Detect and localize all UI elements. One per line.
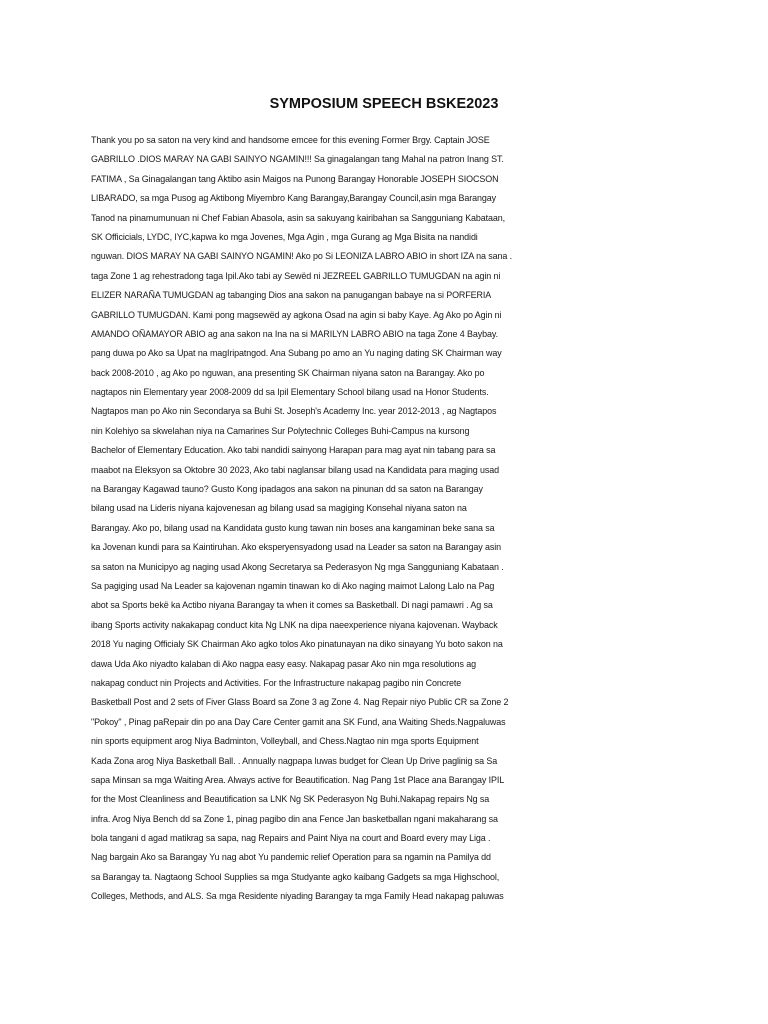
body-text-line: Tanod na pinamumunuan ni Chef Fabian Abasola, asin sa sakuyang kairibahan sa Sangguniang Kabataan, — [91, 212, 506, 223]
body-text-line: dawa Uda Ako niyadto kalaban di Ako nagpa easy easy. Nakapag pasar Ako nin mga resolutions ag — [91, 658, 477, 669]
body-text-line: nakapag conduct nin Projects and Activities. For the Infrastructure nakapag pagibo nin Concrete — [91, 677, 462, 688]
body-text-line: taga Zone 1 ag rehestradong taga Ipil.Ako tabi ay Sewëd ni JEZREEL GABRILLO TUMUGDAN na agin ni — [91, 270, 501, 281]
body-text-line: "Pokoy" , Pinag paRepair din po ana Day Care Center gamit ana SK Fund, ana Waiting Sheds.Nagpaluwas — [91, 716, 506, 727]
body-text-line: GABRILLO .DIOS MARAY NA GABI SAINYO NGAMIN!!! Sa ginagalangan tang Mahal na patron Inang ST. — [91, 154, 504, 165]
body-text-line: infra. Arog Niya Bench dd sa Zone 1, pinag pagibo din ana Fence Jan basketballan ngani makaharang sa — [91, 813, 498, 824]
body-text-line: sa saton na Municipyo ag naging usad Akong Secretarya sa Pederasyon Ng mga Sangguniang Kabataan . — [91, 561, 504, 572]
body-text-line: for the Most Cleanliness and Beautification sa LNK Ng SK Pederasyon Ng Buhi.Nakapag repairs Ng sa — [91, 794, 490, 805]
body-text-line: ka Jovenan kundi para sa Kaintiruhan. Ako eksperyensyadong usad na Leader sa saton na Barangay asin — [91, 542, 501, 553]
body-text-line: sa Barangay ta. Nagtaong School Supplies sa mga Studyante agko kaibang Gadgets sa mga Highschool, — [91, 871, 500, 882]
body-text-line: Thank you po sa saton na very kind and handsome emcee for this evening Former Brgy. Captain JOSE — [91, 135, 490, 145]
body-text-line: bilang usad na Lideris niyana kajovenesan ag bilang usad sa magiging Konsehal niyana saton na — [91, 503, 467, 514]
body-text-line: pang duwa po Ako sa Upat na magIripatngod. Ana Subang po amo an Yu naging dating SK Chairman way — [91, 348, 502, 359]
document-title: SYMPOSIUM SPEECH BSKE2023 — [269, 96, 499, 112]
body-text-line: Nagtapos man po Ako nin Secondarya sa Buhi St. Joseph's Academy Inc. year 2012-2013 , ag Nagtapos — [91, 406, 497, 417]
body-text-line: Bachelor of Elementary Education. Ako tabi nandidi sainyong Harapan para mag ayat nin tabang para sa — [91, 445, 496, 456]
body-text-line: Nag bargain Ako sa Barangay Yu nag abot Yu pandemic relief Operation para sa ngamin na Pamilya dd — [91, 852, 491, 863]
body-text-line: AMANDO OÑAMAYOR ABIO ag ana sakon na Ina na si MARILYN LABRO ABIO na taga Zone 4 Baybay. — [91, 328, 498, 339]
speech-body — [91, 131, 691, 907]
body-text-line: bola tangani d agad matikrag sa sapa, nag Repairs and Paint Niya na court and Board every may Liga . — [91, 833, 491, 844]
body-text-line: maabot na Eleksyon sa Oktobre 30 2023, Ako tabi naglansar bilang usad na Kandidata para maging usad — [91, 464, 499, 475]
body-text-line: nin Kolehiyo sa skwelahan niya na Camarines Sur Polytechnic Colleges Buhi-Campus na kursong — [91, 425, 470, 436]
body-text-line: FATIMA , Sa Ginagalangan tang Aktibo asin Maigos na Punong Barangay Honorable JOSEPH SIOCSON — [91, 173, 499, 184]
body-text-line: LIBARADO, sa mga Pusog ag Aktibong Miyembro Kang Barangay,Barangay Council,asin mga Barangay — [91, 193, 496, 204]
body-text-line: GABRILLO TUMUGDAN. Kami pong magsewëd ay agkona Osad na agin si baby Kaye. Ag Ako po Agin ni — [91, 309, 502, 320]
body-text-line: na Barangay Kagawad tauno? Gusto Kong ipadagos ana sakon na pinunan dd sa saton na Barangay — [91, 484, 483, 495]
body-text-line: sapa Minsan sa mga Waiting Area. Always active for Beautification. Nag Pang 1st Place ana Barangay IPIL — [91, 774, 505, 785]
body-text-line: back 2008-2010 , ag Ako po nguwan, ana presenting SK Chairman niyana saton na Barangay. Ako po — [91, 367, 485, 378]
body-text-line: Sa pagiging usad Na Leader sa kajovenan ngamin tinawan ko di Ako naging maimot Lalong Lalo na Pag — [91, 580, 495, 591]
body-text-line: Colleges, Methods, and ALS. Sa mga Residente niyading Barangay ta mga Family Head nakapag paluwas — [91, 891, 504, 902]
body-text-line: nguwan. DIOS MARAY NA GABI SAINYO NGAMIN! Ako po Si LEONIZA LABRO ABIO in short IZA na sana . — [91, 251, 513, 262]
body-text-line: ibang Sports activity nakakapag conduct kita Ng LNK na dipa naeexperience niyana kajovenan. Wayback — [91, 619, 498, 630]
body-text-line: nin sports equipment arog Niya Badminton, Volleyball, and Chess.Nagtao nin mga sports Equipment — [91, 736, 479, 747]
body-text-line: nagtapos nin Elementary year 2008-2009 dd sa Ipil Elementary School bilang usad na Honor Students. — [91, 387, 489, 398]
body-text-line: Basketball Post and 2 sets of Fiver Glass Board sa Zone 3 ag Zone 4. Nag Repair niyo Public CR sa Zone 2 — [91, 697, 509, 708]
body-text-line: Barangay. Ako po, bilang usad na Kandidata gusto kung tawan nin boses ana kangaminan beke sana sa — [91, 522, 495, 533]
body-text-line: SK Officicials, LYDC, IYC,kapwa ko mga Jovenes, Mga Agin , mga Gurang ag Mga Bisita na nandidi — [91, 231, 478, 242]
body-text-line: ELIZER NARAÑA TUMUGDAN ag tabanging Dios ana sakon na panugangan babaye na si PORFERIA — [91, 290, 492, 301]
body-text-line: Kada Zona arog Niya Basketball Ball. . Annually nagpapa luwas budget for Clean Up Drive paglinig sa Sa — [91, 755, 498, 766]
body-text-line: abot sa Sports bekë ka Actibo niyana Barangay ta when it comes sa Basketball. Di nagi pamawri . Ag sa — [91, 600, 493, 611]
body-text-line: 2018 Yu naging Officialy SK Chairman Ako agko tolos Ako pinatunayan na diko sinayang Yu boto sakon na — [91, 639, 503, 650]
